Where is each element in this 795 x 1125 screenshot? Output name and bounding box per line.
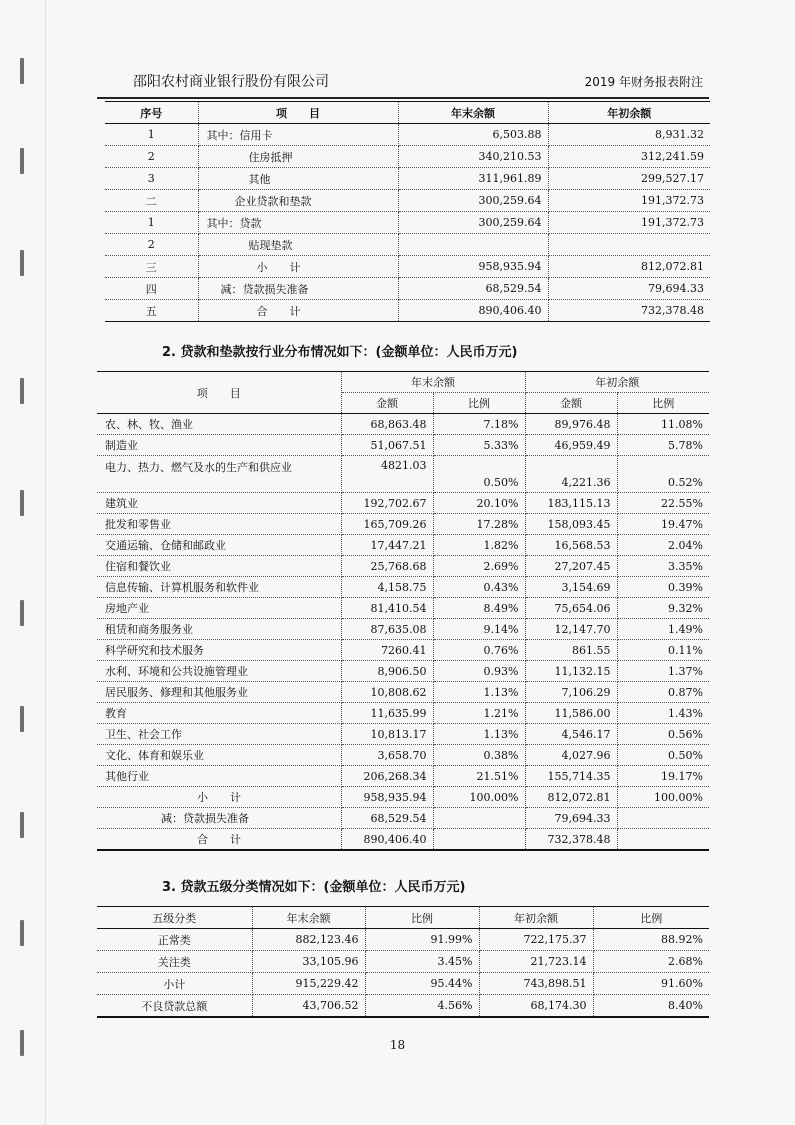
table-row	[105, 300, 710, 322]
col-subheader-begin-ratio: 比例	[617, 393, 709, 414]
col-header-end: 年末余额	[341, 372, 525, 393]
table-row	[97, 995, 709, 1018]
row-category: 关注类	[97, 951, 252, 973]
row-number: 3	[105, 168, 198, 190]
binder-mark	[20, 600, 24, 626]
binder-mark	[20, 812, 24, 838]
row-number: 四	[105, 278, 198, 300]
row-end-ratio: 1.13%	[433, 724, 525, 745]
row-end-amount: 206,268.34	[341, 766, 433, 787]
row-begin-amount: 79,694.33	[525, 808, 617, 829]
row-number: 二	[105, 190, 198, 212]
row-begin-amount: 743,898.51	[479, 973, 593, 995]
row-end-amount: 10,813.17	[341, 724, 433, 745]
row-begin-ratio: 1.37%	[617, 661, 709, 682]
table-row	[97, 766, 709, 787]
row-industry: 制造业	[97, 435, 341, 456]
row-begin-ratio: 3.35%	[617, 556, 709, 577]
row-end-ratio: 91.99%	[365, 929, 479, 951]
table-row	[105, 168, 710, 190]
page-header	[97, 71, 709, 99]
binder-mark	[20, 58, 24, 84]
bank-name: 邵阳农村商业银行股份有限公司	[133, 74, 329, 90]
table-row	[97, 724, 709, 745]
row-industry: 合 计	[97, 829, 341, 851]
row-begin-ratio	[617, 829, 709, 851]
row-begin-amount: 11,586.00	[525, 703, 617, 724]
table-row	[97, 493, 709, 514]
binder-mark	[20, 490, 24, 516]
row-end-amount: 915,229.42	[252, 973, 365, 995]
section-3-title: 3. 贷款五级分类情况如下：(金额单位：人民币万元)	[162, 880, 466, 895]
report-title: 2019 年财务报表附注	[584, 75, 703, 89]
row-end-amount: 958,935.94	[341, 787, 433, 808]
row-begin-amount: 7,106.29	[525, 682, 617, 703]
row-begin-amount: 12,147.70	[525, 619, 617, 640]
row-item: 合 计	[198, 300, 398, 322]
row-end-ratio: 21.51%	[433, 766, 525, 787]
row-begin-ratio: 100.00%	[617, 787, 709, 808]
table-row	[97, 682, 709, 703]
row-begin-amount: 16,568.53	[525, 535, 617, 556]
row-number: 三	[105, 256, 198, 278]
row-begin-amount: 75,654.06	[525, 598, 617, 619]
row-industry: 居民服务、修理和其他服务业	[97, 682, 341, 703]
row-end-ratio: 20.10%	[433, 493, 525, 514]
row-industry: 其他行业	[97, 766, 341, 787]
row-end-ratio: 2.69%	[433, 556, 525, 577]
table-row	[97, 661, 709, 682]
row-end-ratio: 0.43%	[433, 577, 525, 598]
row-begin-ratio: 8.40%	[593, 995, 709, 1018]
row-item: 小 计	[198, 256, 398, 278]
table-header-row	[97, 372, 709, 393]
row-begin-ratio: 2.68%	[593, 951, 709, 973]
col-header-begin: 年初余额	[479, 907, 593, 929]
binder-mark	[20, 706, 24, 732]
row-item: 贴现垫款	[198, 234, 398, 256]
table-row	[97, 435, 709, 456]
row-end-amount: 7260.41	[341, 640, 433, 661]
row-end-amount: 51,067.51	[341, 435, 433, 456]
row-begin-ratio: 5.78%	[617, 435, 709, 456]
row-end-amount: 340,210.53	[398, 146, 548, 168]
row-end-ratio: 7.18%	[433, 414, 525, 435]
row-begin-amount: 191,372.73	[548, 212, 710, 234]
row-end-ratio: 1.21%	[433, 703, 525, 724]
table-row	[105, 256, 710, 278]
row-end-amount: 890,406.40	[398, 300, 548, 322]
row-industry: 信息传输、计算机服务和软件业	[97, 577, 341, 598]
row-begin-amount: 861.55	[525, 640, 617, 661]
row-end-amount: 192,702.67	[341, 493, 433, 514]
row-begin-ratio: 2.04%	[617, 535, 709, 556]
row-begin-ratio: 0.52%	[617, 456, 709, 493]
row-end-ratio: 1.13%	[433, 682, 525, 703]
row-end-amount: 300,259.64	[398, 190, 548, 212]
row-industry: 建筑业	[97, 493, 341, 514]
row-industry: 批发和零售业	[97, 514, 341, 535]
row-end-amount: 33,105.96	[252, 951, 365, 973]
row-industry: 文化、体育和娱乐业	[97, 745, 341, 766]
row-begin-ratio: 0.39%	[617, 577, 709, 598]
row-begin-amount: 183,115.13	[525, 493, 617, 514]
col-header-begin-ratio: 比例	[593, 907, 709, 929]
row-industry: 交通运输、仓储和邮政业	[97, 535, 341, 556]
row-end-amount: 300,259.64	[398, 212, 548, 234]
row-end-amount: 68,529.54	[398, 278, 548, 300]
row-end-ratio: 4.56%	[365, 995, 479, 1018]
page-edge	[45, 0, 46, 1125]
col-subheader-begin-amount: 金额	[525, 393, 617, 414]
row-end-ratio	[433, 808, 525, 829]
row-number: 五	[105, 300, 198, 322]
row-begin-amount: 89,976.48	[525, 414, 617, 435]
row-begin-amount: 722,175.37	[479, 929, 593, 951]
table-header-row	[105, 102, 710, 124]
row-begin-amount: 27,207.45	[525, 556, 617, 577]
row-category: 小计	[97, 973, 252, 995]
table-row	[97, 808, 709, 829]
row-end-amount: 68,863.48	[341, 414, 433, 435]
row-end-amount: 4,158.75	[341, 577, 433, 598]
col-header-end-ratio: 比例	[365, 907, 479, 929]
row-begin-amount: 4,546.17	[525, 724, 617, 745]
col-header-begin: 年初余额	[548, 102, 710, 124]
row-item: 企业贷款和垫款	[198, 190, 398, 212]
col-subheader-end-amount: 金额	[341, 393, 433, 414]
table-row	[97, 973, 709, 995]
row-begin-ratio: 1.49%	[617, 619, 709, 640]
row-category: 正常类	[97, 929, 252, 951]
row-end-amount	[398, 234, 548, 256]
row-industry: 农、林、牧、渔业	[97, 414, 341, 435]
row-begin-amount: 11,132.15	[525, 661, 617, 682]
row-begin-ratio: 1.43%	[617, 703, 709, 724]
col-header-item: 项 目	[97, 372, 341, 414]
table-row	[105, 124, 710, 146]
row-end-amount: 11,635.99	[341, 703, 433, 724]
row-begin-ratio: 19.47%	[617, 514, 709, 535]
row-industry: 卫生、社会工作	[97, 724, 341, 745]
page-number: 18	[389, 1038, 406, 1052]
row-begin-amount: 21,723.14	[479, 951, 593, 973]
row-end-ratio: 0.50%	[433, 456, 525, 493]
row-item: 其他	[198, 168, 398, 190]
table-row	[105, 278, 710, 300]
row-category: 不良贷款总额	[97, 995, 252, 1018]
row-industry: 水利、环境和公共设施管理业	[97, 661, 341, 682]
row-end-amount: 311,961.89	[398, 168, 548, 190]
row-begin-ratio: 88.92%	[593, 929, 709, 951]
binder-mark	[20, 250, 24, 276]
row-industry: 科学研究和技术服务	[97, 640, 341, 661]
row-end-ratio: 100.00%	[433, 787, 525, 808]
table-header-row	[97, 907, 709, 929]
col-header-no: 序号	[105, 102, 198, 124]
row-begin-ratio: 0.50%	[617, 745, 709, 766]
row-begin-ratio: 9.32%	[617, 598, 709, 619]
row-industry: 租赁和商务服务业	[97, 619, 341, 640]
row-end-amount: 17,447.21	[341, 535, 433, 556]
row-industry: 房地产业	[97, 598, 341, 619]
binder-mark	[20, 148, 24, 174]
row-begin-amount: 46,959.49	[525, 435, 617, 456]
row-industry: 电力、热力、燃气及水的生产和供应业	[97, 456, 341, 493]
table-row	[97, 703, 709, 724]
table-row	[97, 556, 709, 577]
table-row	[97, 929, 709, 951]
row-end-ratio: 17.28%	[433, 514, 525, 535]
row-end-amount: 87,635.08	[341, 619, 433, 640]
row-end-ratio: 5.33%	[433, 435, 525, 456]
row-begin-amount	[548, 234, 710, 256]
col-header-item: 项 目	[198, 102, 398, 124]
row-begin-amount: 812,072.81	[525, 787, 617, 808]
row-industry: 教育	[97, 703, 341, 724]
row-end-amount: 6,503.88	[398, 124, 548, 146]
col-header-begin: 年初余额	[525, 372, 709, 393]
table-row	[97, 598, 709, 619]
row-begin-ratio: 22.55%	[617, 493, 709, 514]
row-end-ratio: 8.49%	[433, 598, 525, 619]
row-begin-amount: 299,527.17	[548, 168, 710, 190]
col-subheader-end-ratio: 比例	[433, 393, 525, 414]
row-end-amount: 81,410.54	[341, 598, 433, 619]
row-begin-amount: 4,027.96	[525, 745, 617, 766]
table-row	[97, 640, 709, 661]
table-row	[97, 577, 709, 598]
row-begin-amount: 155,714.35	[525, 766, 617, 787]
row-begin-ratio: 0.56%	[617, 724, 709, 745]
row-item: 住房抵押	[198, 146, 398, 168]
row-end-amount: 4821.03	[341, 456, 433, 493]
row-number: 1	[105, 124, 198, 146]
row-begin-ratio: 0.87%	[617, 682, 709, 703]
table-row	[97, 456, 709, 493]
row-item: 其中：信用卡	[198, 124, 398, 146]
table-row	[97, 514, 709, 535]
row-begin-ratio: 91.60%	[593, 973, 709, 995]
table-row	[105, 212, 710, 234]
row-number: 1	[105, 212, 198, 234]
row-number: 2	[105, 234, 198, 256]
row-end-amount: 25,768.68	[341, 556, 433, 577]
row-item: 减：贷款损失准备	[198, 278, 398, 300]
row-end-amount: 43,706.52	[252, 995, 365, 1018]
row-industry: 住宿和餐饮业	[97, 556, 341, 577]
table-row	[97, 951, 709, 973]
row-begin-ratio: 19.17%	[617, 766, 709, 787]
row-end-amount: 10,808.62	[341, 682, 433, 703]
col-header-end: 年末余额	[252, 907, 365, 929]
col-header-category: 五级分类	[97, 907, 252, 929]
table-row	[97, 619, 709, 640]
row-industry: 减：贷款损失准备	[97, 808, 341, 829]
table-row	[97, 414, 709, 435]
row-begin-amount: 79,694.33	[548, 278, 710, 300]
row-end-ratio: 0.76%	[433, 640, 525, 661]
table-row	[97, 745, 709, 766]
table-row	[97, 535, 709, 556]
row-begin-amount: 4,221.36	[525, 456, 617, 493]
loan-classification-table	[97, 906, 709, 1018]
row-begin-ratio	[617, 808, 709, 829]
row-begin-amount: 812,072.81	[548, 256, 710, 278]
row-begin-ratio: 11.08%	[617, 414, 709, 435]
row-end-ratio: 95.44%	[365, 973, 479, 995]
row-end-amount: 958,935.94	[398, 256, 548, 278]
row-begin-amount: 312,241.59	[548, 146, 710, 168]
row-end-amount: 3,658.70	[341, 745, 433, 766]
col-header-end: 年末余额	[398, 102, 548, 124]
table-row	[105, 234, 710, 256]
row-begin-amount: 8,931.32	[548, 124, 710, 146]
row-begin-amount: 158,093.45	[525, 514, 617, 535]
row-begin-amount: 732,378.48	[525, 829, 617, 851]
row-number: 2	[105, 146, 198, 168]
table-row	[105, 146, 710, 168]
loan-table-personal	[105, 101, 710, 322]
binder-mark	[20, 378, 24, 404]
row-end-amount: 8,906.50	[341, 661, 433, 682]
row-begin-amount: 3,154.69	[525, 577, 617, 598]
row-item: 其中：贷款	[198, 212, 398, 234]
row-end-ratio: 0.93%	[433, 661, 525, 682]
table-row	[97, 787, 709, 808]
row-begin-ratio: 0.11%	[617, 640, 709, 661]
row-end-amount: 68,529.54	[341, 808, 433, 829]
row-begin-amount: 191,372.73	[548, 190, 710, 212]
table-row	[97, 829, 709, 851]
row-end-ratio: 1.82%	[433, 535, 525, 556]
row-end-ratio: 9.14%	[433, 619, 525, 640]
row-end-ratio	[433, 829, 525, 851]
row-end-amount: 165,709.26	[341, 514, 433, 535]
row-end-amount: 890,406.40	[341, 829, 433, 851]
table-row	[105, 190, 710, 212]
row-begin-amount: 732,378.48	[548, 300, 710, 322]
row-industry: 小 计	[97, 787, 341, 808]
section-2-title: 2. 贷款和垫款按行业分布情况如下：(金额单位：人民币万元)	[162, 345, 518, 360]
row-end-ratio: 3.45%	[365, 951, 479, 973]
loan-industry-table	[97, 371, 709, 851]
row-end-amount: 882,123.46	[252, 929, 365, 951]
row-end-ratio: 0.38%	[433, 745, 525, 766]
row-begin-amount: 68,174.30	[479, 995, 593, 1018]
binder-mark	[20, 920, 24, 946]
